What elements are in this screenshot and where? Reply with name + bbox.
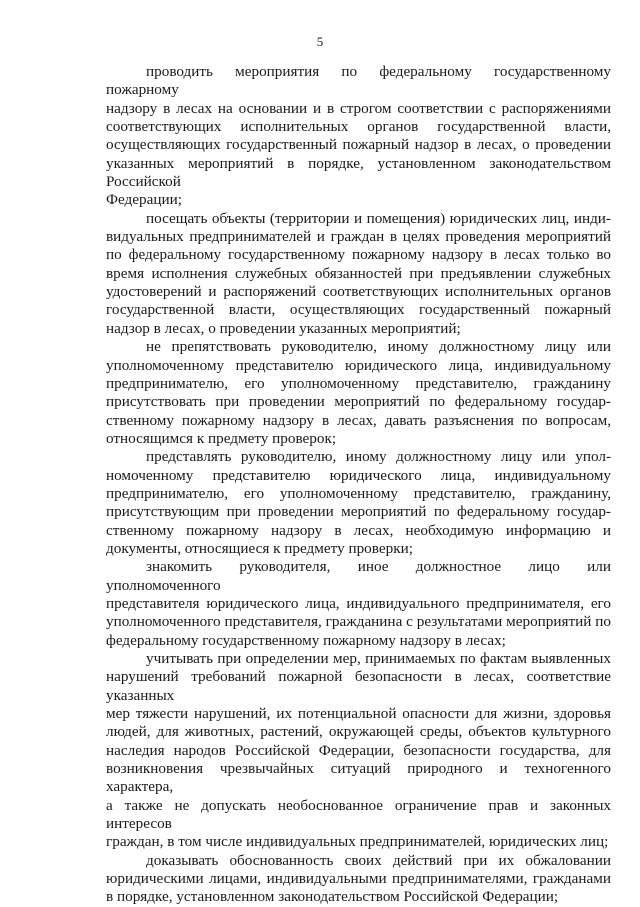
text-line: соответствующих исполнительных органов государственной власти,: [106, 118, 611, 136]
text-line: надзору в лесах на основании и в строгом соответствии с распоряжениями: [106, 99, 611, 117]
text-line: федеральному государственному пожарному надзору в лесах;: [106, 631, 506, 649]
paragraph: [106, 852, 611, 907]
paragraph: [106, 210, 611, 338]
text-line: ственному пожарному надзору в лесах, давать разъяснения по вопросам,: [106, 411, 611, 429]
text-line: наследия народов Российской Федерации, безопасности государства, для: [106, 741, 611, 759]
text-line: а также не допускать необоснованное ограничение прав и законных интересов: [106, 796, 611, 833]
text-line: посещать объекты (территории и помещения) юридических лиц, инди-: [146, 209, 611, 227]
text-line: предпринимателю, его уполномоченному представителю, гражданину: [106, 374, 611, 392]
text-line: указанных мероприятий в порядке, установленном законодательством Российской: [106, 154, 611, 191]
text-line: не препятствовать руководителю, иному должностному лицу или: [146, 338, 611, 356]
text-line: граждан, в том числе индивидуальных предпринимателей, юридических лиц;: [106, 833, 609, 851]
text-line: по федеральному государственному пожарному надзору в лесах только во: [106, 246, 611, 264]
text-line: мер тяжести нарушений, их потенциальной опасности для жизни, здоровья: [106, 705, 611, 723]
paragraph: [106, 558, 611, 650]
text-line: юридическими лицами, индивидуальными предпринимателями, гражданами: [106, 870, 611, 888]
paragraph: [106, 448, 611, 558]
text-line: время исполнения служебных обязанностей при предъявлении служебных: [106, 264, 611, 282]
text-line: доказывать обоснованность своих действий при их обжаловании: [146, 851, 611, 869]
text-line: присутствующим при проведении мероприятий по федеральному государ-: [106, 503, 611, 521]
text-line: представлять руководителю, иному должностному лицу или упол-: [146, 448, 611, 466]
text-line: учитывать при определении мер, принимаемых по фактам выявленных: [146, 650, 611, 667]
text-line: осуществляющих государственный пожарный надзор в лесах, о проведении: [106, 136, 611, 154]
text-line: государственной власти, осуществляющих государственный пожарный: [106, 301, 611, 319]
text-line: знакомить руководителя, иное должностное лицо или уполномоченного: [106, 558, 611, 594]
paragraph: [106, 63, 611, 210]
text-line: в порядке, установленном законодательством Российской Федерации;: [106, 888, 559, 906]
text-line: представителя юридического лица, индивидуального предпринимателя, его: [106, 594, 611, 612]
text-line: нарушений требований пожарной безопасности в лесах, соответствие указанных: [106, 668, 611, 704]
text-line: номоченному представителю юридического лица, индивидуальному: [106, 466, 611, 484]
paragraph: [106, 338, 611, 448]
text-line: присутствовать при проведении мероприятий по федеральному государ-: [106, 393, 611, 411]
text-line: документы, относящиеся к предмету проверки;: [106, 539, 413, 557]
text-line: Федерации;: [106, 191, 182, 209]
paragraph: [106, 650, 611, 852]
text-line: предпринимателю, его уполномоченному представителю, гражданину,: [106, 484, 611, 502]
text-line: ственному пожарному надзору в лесах, необходимую информацию и: [106, 521, 611, 539]
text-line: видуальных предпринимателей и граждан в целях проведения мероприятий: [106, 228, 611, 246]
page-number: 5: [316, 34, 324, 49]
text-line: удостоверений и распоряжений соответствующих исполнительных органов: [106, 283, 611, 301]
text-line: относящимся к предмету проверок;: [106, 429, 337, 447]
text-line: надзор в лесах, о проведении указанных мероприятий;: [106, 319, 461, 337]
text-line: уполномоченного представителя, гражданина с результатами мероприятий по: [106, 613, 611, 631]
text-line: людей, для животных, растений, окружающей среды, объектов культурного: [106, 723, 611, 741]
text-line: уполномоченному представителю юридического лица, индивидуальному: [106, 356, 611, 374]
text-line: возникновения чрезвычайных ситуаций природного и техногенного характера,: [106, 760, 611, 796]
document-body: [106, 63, 611, 907]
text-line: проводить мероприятия по федеральному государственному пожарному: [106, 63, 611, 99]
